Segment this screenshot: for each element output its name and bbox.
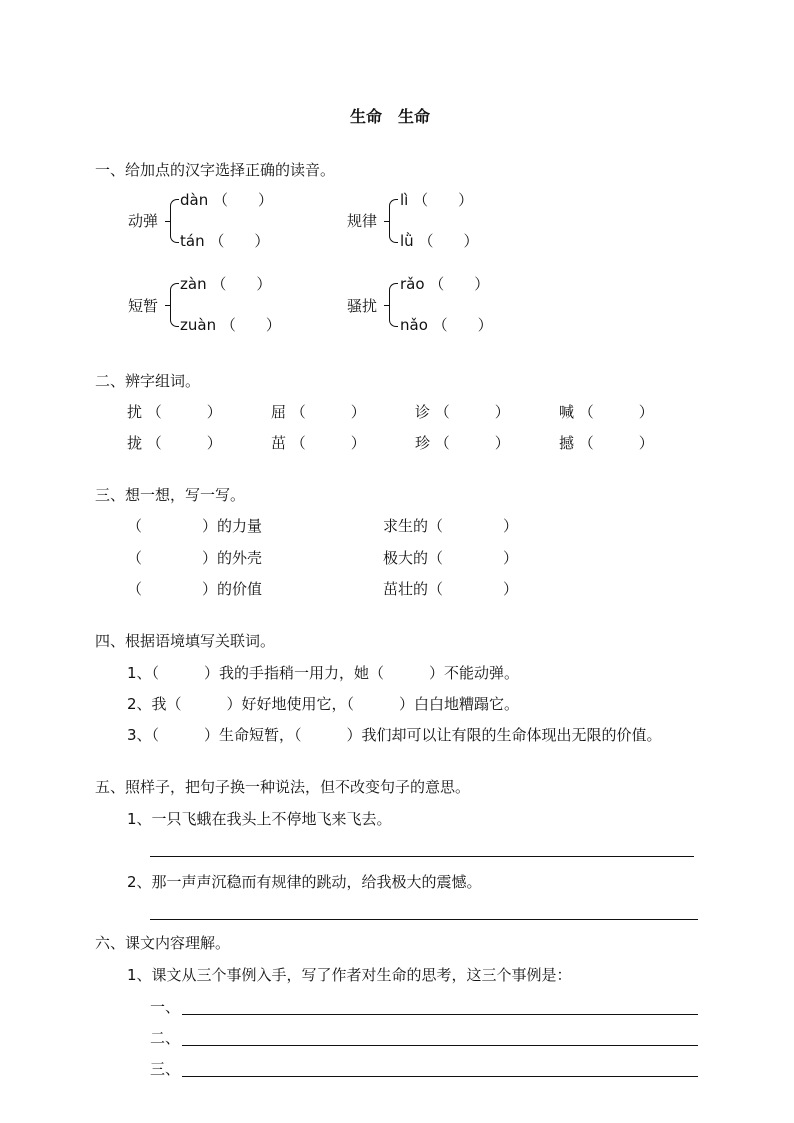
brace-icon — [170, 283, 179, 327]
reading-option[interactable]: zàn （ ） — [180, 275, 272, 293]
fill-blank[interactable]: 茁壮的（ ） — [383, 580, 519, 598]
reading-option[interactable]: lǜ （ ） — [400, 232, 479, 250]
answer-label: 二、 — [150, 1029, 181, 1047]
word-blank[interactable]: 茁 （ ） — [271, 434, 366, 452]
answer-line[interactable] — [182, 1014, 698, 1015]
brace-icon — [389, 283, 398, 327]
answer-label: 三、 — [150, 1060, 181, 1078]
brace-icon — [389, 199, 398, 243]
word-blank[interactable]: 屈 （ ） — [271, 403, 366, 421]
reading-option[interactable]: zuàn （ ） — [180, 316, 281, 334]
question-item[interactable]: 3、（ ）生命短暂，（ ）我们却可以让有限的生命体现出无限的价值。 — [127, 726, 662, 744]
brace-icon — [170, 199, 179, 243]
fill-blank[interactable]: （ ）的价值 — [127, 580, 263, 598]
fill-blank[interactable]: （ ）的外壳 — [127, 549, 263, 567]
question-item: 1、课文从三个事例入手，写了作者对生命的思考，这三个事例是： — [127, 966, 572, 984]
question-item: 2、那一声声沉稳而有规律的跳动，给我极大的震憾。 — [127, 873, 482, 891]
reading-option[interactable]: lì （ ） — [400, 191, 474, 209]
word-dongtan: 动弹 — [128, 212, 159, 230]
section-5-heading: 五、照样子，把句子换一种说法，但不改变句子的意思。 — [95, 778, 471, 796]
fill-blank[interactable]: 极大的（ ） — [383, 549, 519, 567]
reading-option[interactable]: nǎo （ ） — [400, 316, 493, 334]
answer-line[interactable] — [150, 919, 698, 920]
answer-line[interactable] — [150, 856, 694, 857]
word-blank[interactable]: 喊 （ ） — [559, 403, 654, 421]
section-4-heading: 四、根据语境填写关联词。 — [95, 632, 276, 650]
word-duanzan: 短暂 — [128, 297, 159, 315]
fill-blank[interactable]: 求生的（ ） — [383, 517, 519, 535]
answer-line[interactable] — [182, 1045, 698, 1046]
fill-blank[interactable]: （ ）的力量 — [127, 517, 263, 535]
word-guilv: 规律 — [347, 212, 378, 230]
word-blank[interactable]: 诊 （ ） — [415, 403, 510, 421]
reading-option[interactable]: dàn （ ） — [180, 191, 273, 209]
question-item[interactable]: 2、我（ ）好好地使用它，（ ）白白地糟蹋它。 — [127, 695, 520, 713]
section-1-heading: 一、给加点的汉字选择正确的读音。 — [95, 161, 336, 179]
question-item: 1、一只飞蛾在我头上不停地飞来飞去。 — [127, 810, 392, 828]
section-2-heading: 二、辨字组词。 — [95, 372, 201, 390]
answer-label: 一、 — [150, 998, 181, 1016]
word-blank[interactable]: 拢 （ ） — [127, 434, 222, 452]
word-saorao: 骚扰 — [347, 297, 378, 315]
answer-line[interactable] — [182, 1076, 698, 1077]
section-6-heading: 六、课文内容理解。 — [95, 934, 231, 952]
reading-option[interactable]: tán （ ） — [180, 232, 270, 250]
question-item[interactable]: 1、（ ）我的手指稍一用力，她（ ）不能动弹。 — [127, 664, 520, 682]
word-blank[interactable]: 珍 （ ） — [415, 434, 510, 452]
page-title: 生命 生命 — [350, 107, 431, 126]
reading-option[interactable]: rǎo （ ） — [400, 275, 490, 293]
section-3-heading: 三、想一想，写一写。 — [95, 486, 246, 504]
word-blank[interactable]: 撼 （ ） — [559, 434, 654, 452]
word-blank[interactable]: 扰 （ ） — [127, 403, 222, 421]
